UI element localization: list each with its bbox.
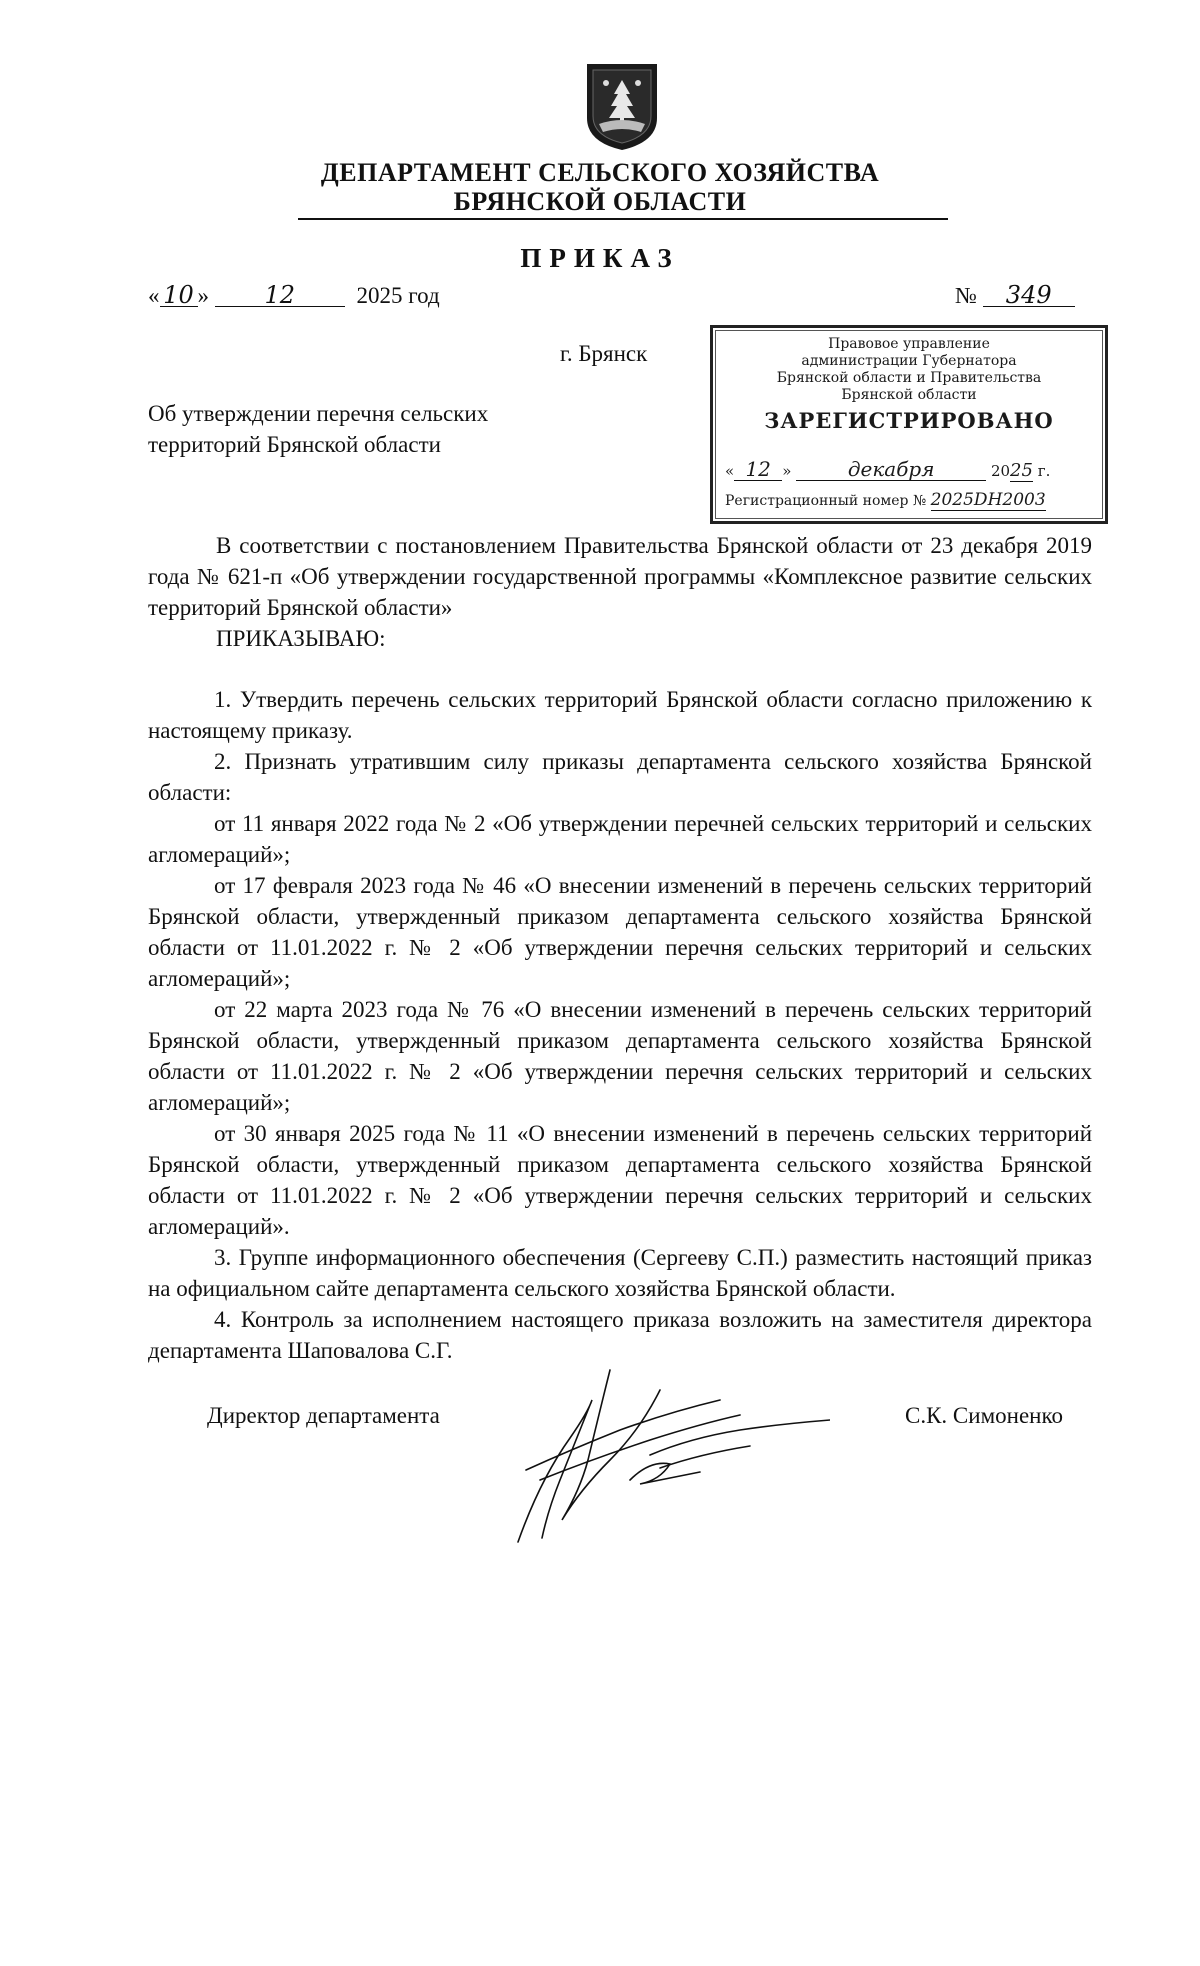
stamp-line-2: администрации Губернатора (801, 353, 1017, 369)
stamp-date (725, 458, 1093, 481)
bryansk-coat-of-arms-icon (583, 60, 661, 152)
stamp-date-open: « (725, 462, 735, 480)
date-close-quote: » (197, 283, 209, 308)
header-divider (298, 218, 948, 220)
item-2: 2. Признать утратившим силу приказы департамента сельского хозяйства Брянской области: (148, 749, 1092, 805)
registration-stamp (710, 325, 1108, 524)
date-month: 12 (215, 284, 345, 307)
document-body (148, 530, 1092, 1366)
handwritten-signature-icon (500, 1360, 830, 1550)
date-year: 2025 год (356, 283, 440, 308)
number-value: 349 (983, 284, 1075, 307)
order-number (955, 280, 1075, 311)
item-4: 4. Контроль за исполнением настоящего приказа возложить на заместителя директора департамента Шаповалова С.Г. (148, 1307, 1092, 1363)
stamp-year-prefix: 20 (990, 462, 1011, 480)
item-2c: от 22 марта 2023 года № 76 «О внесении изменений в перечень сельских территорий Брянской области, утвержденный приказом департамента сельского хозяйства Брянской области от 11.01.2022 г. № 2 «Об утверждении перечня сельских территорий и сельских агломераций»; (148, 997, 1092, 1115)
org-name-line-1: ДЕПАРТАМЕНТ СЕЛЬСКОГО ХОЗЯЙСТВА (320, 158, 880, 187)
item-2b: от 17 февраля 2023 года № 46 «О внесении изменений в перечень сельских территорий Брянской области, утвержденный приказом департамента сельского хозяйства Брянской области от 11.01.2022 г. № 2 «Об утверждении перечня сельских территорий и сельских агломераций»; (148, 873, 1092, 991)
document-title: ПРИКАЗ (520, 243, 680, 273)
item-3: 3. Группе информационного обеспечения (Сергееву С.П.) разместить настоящий приказ на официальном сайте департамента сельского хозяйства Брянской области. (148, 1245, 1092, 1301)
stamp-line-3: Брянской области и Правительства (776, 370, 1042, 386)
stamp-date-mid: » (782, 462, 792, 480)
org-name-line-2: БРЯНСКОЙ ОБЛАСТИ (453, 187, 747, 216)
signatory-name: С.К. Симоненко (905, 1403, 1063, 1428)
stamp-line-4: Брянской области (841, 387, 977, 403)
stamp-reg-label: Регистрационный номер № (725, 493, 927, 509)
order-date (148, 280, 440, 311)
stamp-year-unit: г. (1037, 462, 1051, 480)
item-1: 1. Утвердить перечень сельских территорий Брянской области согласно приложению к настоящему приказу. (148, 687, 1092, 743)
item-2d: от 30 января 2025 года № 11 «О внесении изменений в перечень сельских территорий Брянской области, утвержденный приказом департамента сельского хозяйства Брянской области от 11.01.2022 г. № 2 «Об утверждении перечня сельских территорий и сельских агломераций». (148, 1121, 1092, 1239)
signatory-position: Директор департамента (207, 1403, 440, 1428)
order-word: ПРИКАЗЫВАЮ: (216, 626, 386, 651)
city: г. Брянск (560, 341, 648, 366)
stamp-line-1: Правовое управление (828, 336, 990, 352)
stamp-registered: ЗАРЕГИСТРИРОВАНО (764, 408, 1054, 433)
date-open-quote: « (148, 283, 160, 308)
date-day: 10 (160, 284, 198, 307)
number-label: № (955, 283, 977, 308)
stamp-date-month: декабря (796, 458, 986, 481)
stamp-reg-number (725, 490, 1095, 510)
item-2a: от 11 января 2022 года № 2 «Об утверждении перечней сельских территорий и сельских агломераций»; (148, 811, 1092, 867)
preamble: В соответствии с постановлением Правительства Брянской области от 23 декабря 2019 года № 621-п «Об утверждении государственной программы «Комплексное развитие сельских территорий Брянской области» (148, 533, 1092, 620)
subject-line-2: территорий Брянской области (148, 432, 441, 457)
stamp-date-day: 12 (734, 458, 782, 481)
stamp-year-suffix: 25 (1010, 460, 1033, 481)
stamp-reg-value: 2025DH2003 (930, 490, 1046, 510)
subject-line-1: Об утверждении перечня сельских (148, 401, 489, 426)
